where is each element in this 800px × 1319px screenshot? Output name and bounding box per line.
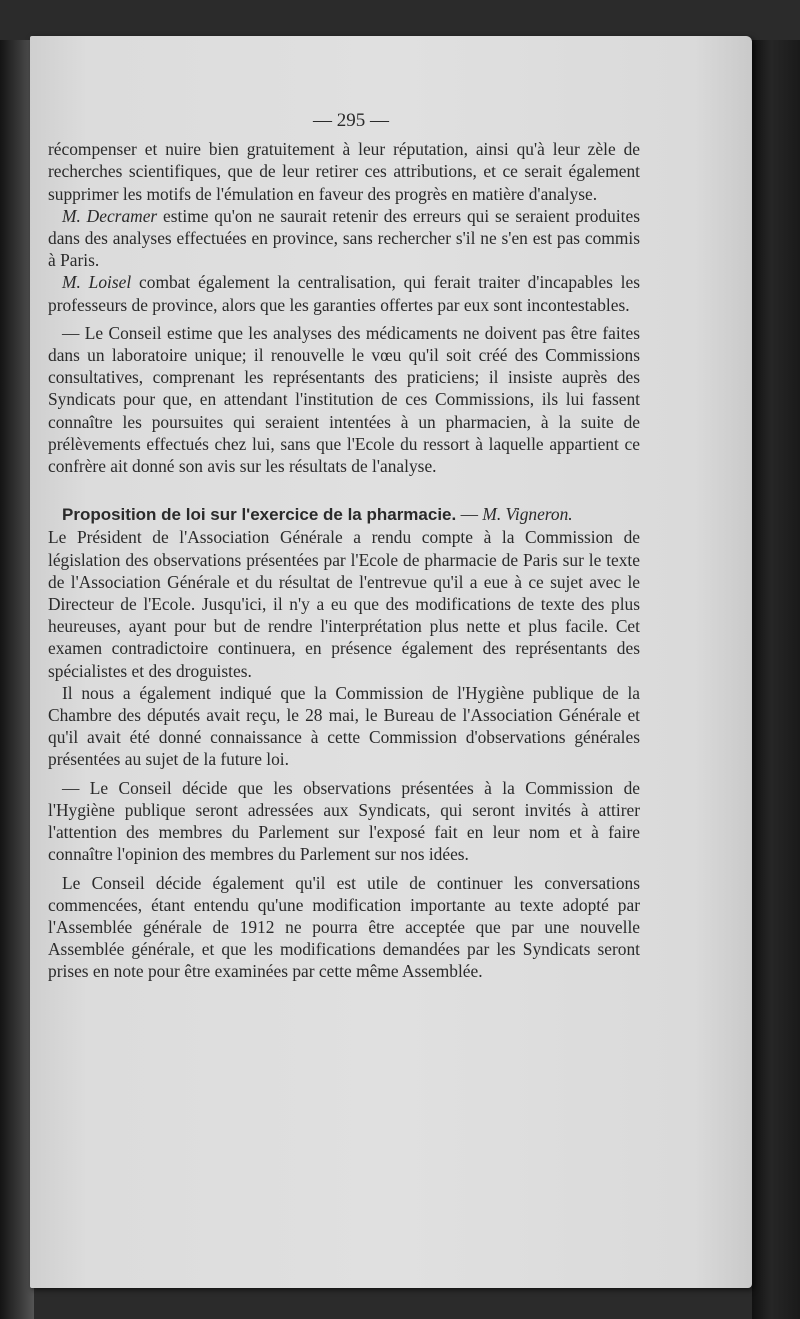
- scanned-page: [30, 36, 752, 1288]
- paragraph-conseil-analyses: — Le Conseil estime que les analyses des médicaments ne doivent pas être faites dans un laboratoire unique; il renouvelle le vœu qu'il soit créé des Commissions consultatives, comprenant les représentants des praticiens; il insiste auprès des Syndicats pour que, en attendant l'institution de ces Commissions, ils lui fassent connaître les poursuites qui seraient intentées à un pharmacien, à la suite de prélèvements effectués chez lui, sans que l'Ecole du ressort à laquelle appartient ce confrère ait donné son avis sur les résultats de l'analyse.: [48, 322, 640, 477]
- paragraph-decramer-text: estime qu'on ne saurait retenir des erreurs qui se seraient produites dans des analyses effectuées en province, sans rechercher s'il ne s'en est pas commis à Paris.: [48, 205, 641, 271]
- paragraph-president: Le Président de l'Association Générale a rendu compte à la Commission de législation des observations présentées par l'Ecole de pharmacie de Paris sur le texte de l'Association Générale et du résultat de l'entrevue qu'il a eue à ce sujet avec le Directeur de l'Ecole. Jusqu'ici, il n'y a eu que des modifications de texte des plus heureuses, ayant pour but de rendre l'interprétation plus nette et plus facile. Cet examen contradictoire continuera, en présence également des représentants des spécialistes et des droguistes.: [48, 527, 640, 681]
- paragraph-loisel-text: combat également la centralisation, qui ferait traiter d'incapables les professeurs de province, alors que les garanties offertes par eux sont incontestables.: [48, 272, 640, 315]
- section-heading: [48, 503, 640, 526]
- paragraph-conseil-conversations: Le Conseil décide également qu'il est utile de continuer les conversations commencées, étant entendu qu'une modification importante au texte adopté par l'Assemblée générale de 1912 ne pourra être acceptée que par une nouvelle Assemblée générale, et que les modifications demandées par les Syndicats seront prises en note pour être examinées par cette même Assemblée.: [48, 872, 640, 982]
- section-author: M. Vigneron.: [482, 504, 573, 525]
- book-page-edge: [752, 40, 800, 1319]
- section-gap: [48, 477, 640, 503]
- paragraph-conseil-observations: — Le Conseil décide que les observations présentées à la Commission de l'Hygiène publique seront adressées aux Syndicats, qui seront invités à attirer l'attention des membres du Parlement sur l'exposé fait en leur nom et à faire connaître l'opinion des membres du Parlement sur nos idées.: [48, 777, 640, 865]
- author-decramer: M. Decramer: [62, 205, 158, 226]
- page-content: [48, 110, 640, 983]
- page-number: — 295 —: [313, 110, 389, 131]
- author-loisel: M. Loisel: [62, 272, 132, 293]
- section-title: Proposition de loi sur l'exercice de la pharmacie.: [62, 505, 457, 525]
- book-spine: [0, 40, 34, 1319]
- paragraph-loisel: [48, 271, 640, 315]
- paragraph-decramer: [48, 205, 640, 272]
- paragraph-1: récompenser et nuire bien gratuitement à leur réputation, ainsi qu'à leur zèle de recherches scientifiques, que de leur retirer ces attributions, et ce serait également supprimer les motifs de l'émulation en faveur des progrès en matière d'analyse.: [48, 139, 640, 204]
- section-separator: —: [456, 504, 483, 525]
- paragraph-hygiene: Il nous a également indiqué que la Commission de l'Hygiène publique de la Chambre des députés avait reçu, le 28 mai, le Bureau de l'Association Générale et qu'il avait été donné connaissance à cette Commission d'observations générales présentées au sujet de la future loi.: [48, 682, 640, 770]
